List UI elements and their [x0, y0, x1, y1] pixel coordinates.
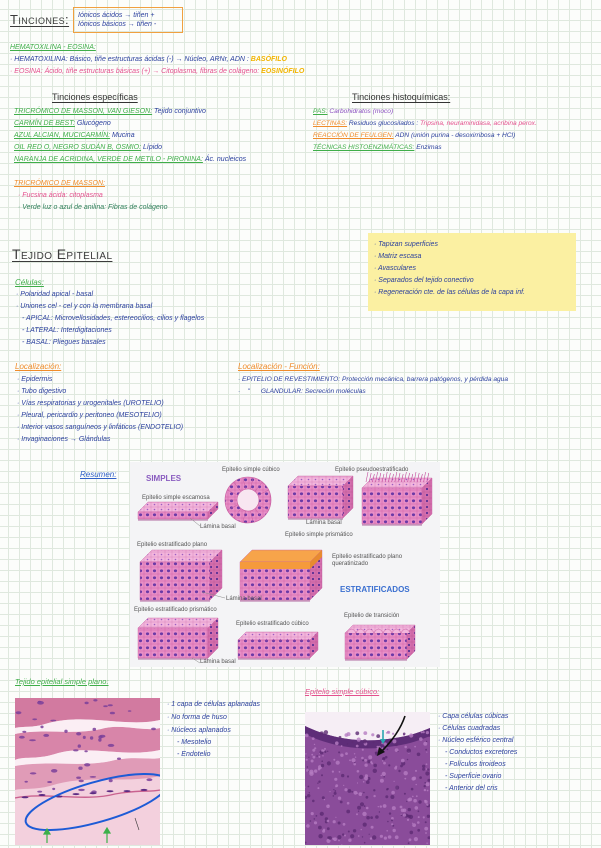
localizacion-item: · Vías respiratorias y urogenitales (UROTELIO) — [17, 400, 164, 407]
note-item: · Regeneración cte. de las células de la capa inf. — [374, 289, 525, 296]
celulas-item: - APICAL: Microvellosidades, estereocilios, cilios y flagelos — [22, 315, 205, 322]
block-simple-columnar — [288, 476, 353, 519]
histoquimica-item — [313, 143, 442, 152]
localizacion-item: · Invaginaciones → Glándulas — [17, 436, 111, 443]
eosina-line — [10, 67, 304, 76]
stain-target: Residuos glucosilados : — [347, 120, 419, 127]
label-lamina-basal: Lámina basal — [200, 524, 236, 530]
localizacion-heading: Localización: — [15, 362, 62, 371]
micrograph-simple-cuboidal — [305, 712, 430, 845]
hematoxilina-line — [10, 55, 287, 64]
label-estratificado-prismatico: Epitelio estratificado prismático — [134, 607, 217, 613]
label-estratificado-plano: Epitelio estratificado plano — [137, 542, 208, 548]
cubico-item: · Células cuadradas — [438, 725, 501, 732]
block-stratified-cuboidal — [238, 632, 318, 659]
stain-target: Mucina — [110, 132, 135, 139]
cubico-item: - Folículos tiroideos — [445, 761, 506, 768]
stain-name: AZUL ALCIAN, MUCICARMÍN: — [14, 132, 111, 139]
label-simples: SIMPLES — [146, 474, 182, 483]
plano-item: · Núcleos aplanados — [167, 727, 231, 734]
cubico-item: · Capa células cúbicas — [438, 713, 509, 720]
label-estratificados: ESTRATIFICADOS — [340, 585, 410, 594]
stain-target: Enzimas — [414, 144, 442, 151]
note-item: · Avasculares — [374, 265, 417, 272]
masson-item: · Fucsina ácida: citoplasma — [18, 192, 103, 199]
plano-item: · 1 capa de células aplanadas — [167, 701, 261, 708]
block-simple-cuboidal — [225, 477, 271, 523]
stain-name: TÉCNICAS HISTOENZIMÁTICAS: — [313, 144, 415, 151]
celulas-item: - LATERAL: Interdigitaciones — [22, 327, 112, 334]
label-lamina-basal: Lámina basal — [306, 520, 342, 526]
stain-extra: Tripsina, neuraminidasa, acribina perox. — [418, 120, 537, 127]
funcion-heading: Localización - Función: — [238, 362, 320, 371]
especifica-item — [14, 143, 162, 152]
stain-name: OIL RED O, NEGRO SUDÁN B, OSMIO: — [14, 144, 142, 151]
stain-name: REACCIÓN DE FEULGEN: — [313, 132, 394, 139]
stain-target: Glucógeno — [74, 120, 111, 127]
eosina-result: EOSINÓFILO — [259, 68, 305, 75]
funcion-item — [238, 375, 508, 384]
localizacion-item: · Epidermis — [17, 376, 53, 383]
funcion-text: Secreción moléculas — [303, 388, 366, 395]
cubico-item: - Anterior del cris — [445, 785, 498, 792]
label-simple-cubico: Epitelio simple cúbico — [222, 467, 280, 473]
block-transitional — [345, 625, 415, 660]
stain-name: TRICRÓMICO DE MASSON, VAN GIESON: — [14, 108, 153, 115]
stain-target: Carbohidratos (moco) — [327, 108, 394, 115]
block-pseudostratified — [362, 472, 432, 525]
funcion-item — [238, 387, 366, 396]
especifica-item — [14, 131, 135, 140]
plano-item: - Endotelio — [177, 751, 211, 758]
celulas-item: - BASAL: Pliegues basales — [22, 339, 106, 346]
funcion-text: Protección mecánica, barrera patógenos, y pérdida agua — [340, 376, 508, 383]
label-simple-escamosa: Epitelio simple escamosa — [142, 495, 210, 501]
stain-name: LECTINAS: — [313, 120, 348, 127]
masson-heading: TRICRÓMICO DE MASSON: — [14, 180, 106, 187]
title-tejido-epitelial: Tejido Epitelial — [12, 246, 113, 262]
epithelium-summary-figure — [130, 462, 440, 667]
cubico-item: · Núcleo esférico central — [438, 737, 514, 744]
label-lamina-basal: Lámina basal — [226, 596, 262, 602]
cubico-item: - Conductos excretores — [445, 749, 518, 756]
block-simple-squamous — [138, 502, 218, 520]
cubico-heading: Epitelio simple cúbico: — [305, 687, 380, 696]
label-estratificado-cubico: Epitelio estratificado cúbico — [236, 621, 309, 627]
leader-line — [190, 518, 200, 526]
features-sticky-note — [368, 233, 576, 311]
note-item: · Tapizan superficies — [374, 241, 438, 248]
plano-item: - Mesotelio — [177, 739, 212, 746]
especificas-title: Tinciones específicas — [52, 92, 138, 102]
hematoxilina-text: Básico, tiñe estructuras ácidas (-) → Núcleo, ARNr, ADN : — [67, 56, 249, 63]
label-lamina-basal: Lámina basal — [200, 659, 236, 665]
note-item: · Matriz escasa — [374, 253, 422, 260]
resumen-heading: Resumen: — [80, 470, 117, 479]
stain-target: Tejido conjuntivo — [152, 108, 206, 115]
especifica-item — [14, 107, 206, 116]
stain-target: Lípido — [141, 144, 163, 151]
title-tinciones: Tinciones: — [10, 12, 70, 27]
stain-name: PAS: — [313, 108, 328, 115]
stain-target: ADN (unión purina - desoxirribosa + HCl) — [393, 132, 516, 139]
funcion-label: · EPITELIO DE REVESTIMIENTO: — [238, 376, 341, 383]
label-pseudoestratificado: Epitelio pseudoestratificado — [335, 467, 409, 473]
localizacion-item: · Interior vasos sanguíneos y linfáticos (ENDOTELIO) — [17, 424, 184, 431]
celulas-item: · Polaridad apical - basal — [16, 291, 94, 298]
label-estratificado-queratinizado: Epitelio estratificado plano queratinizado — [332, 554, 403, 567]
micrograph-simple-squamous — [15, 698, 160, 845]
eosina-label: · EOSINA: — [10, 68, 43, 75]
stain-name: CARMÍN DE BEST: — [14, 120, 75, 127]
cubico-item: - Superficie ovario — [445, 773, 502, 780]
histoquimica-item — [313, 107, 393, 116]
block-stratified-keratinized — [240, 550, 322, 601]
masson-item: · Verde luz o azul de anilina: Fibras de colágeno — [18, 204, 168, 211]
he-heading: HEMATOXILINA - EOSINA: — [10, 44, 96, 51]
label-simple-prismatico: Epitelio simple prismático — [285, 532, 353, 538]
plano-heading: Tejido epitelial simple plano: — [15, 677, 109, 686]
label-transicion: Epitelio de transición — [344, 613, 400, 619]
celulas-heading: Células: — [15, 278, 44, 287]
stain-name: NARANJA DE ACRIDINA, VERDE DE METILO - PIRONINA: — [14, 156, 203, 163]
block-stratified-squamous — [140, 550, 222, 601]
histoquimicas-title: Tinciones histoquímicas: — [352, 92, 451, 102]
stain-target: Ác. nucleicos — [202, 156, 247, 163]
especifica-item — [14, 119, 111, 128]
ionic-acid-line: Iónicos ácidos → tiñen + — [78, 12, 155, 19]
block-stratified-columnar — [138, 618, 218, 659]
especifica-item — [14, 155, 246, 164]
funcion-label: · " GLANDULAR: — [238, 388, 303, 395]
hematoxilina-result: BASÓFILO — [248, 56, 287, 63]
eosina-text: Ácido, tiñe estructuras básicas (+) → Citoplasma, fibras de colágeno: — [42, 68, 260, 75]
celulas-item: · Uniones cel - cel y con la membrana basal — [16, 303, 153, 310]
ionic-dyes-box — [73, 7, 183, 33]
localizacion-item: · Pleural, pericardio y peritoneo (MESOTELIO) — [17, 412, 162, 419]
histoquimica-item — [313, 119, 537, 128]
note-item: · Separados del tejido conectivo — [374, 277, 474, 284]
localizacion-item: · Tubo digestivo — [17, 388, 67, 395]
ionic-base-line: Iónicos básicos → tiñen - — [78, 21, 157, 28]
histoquimica-item — [313, 131, 515, 140]
hematoxilina-label: · HEMATOXILINA: — [10, 56, 68, 63]
plano-item: · No forma de huso — [167, 714, 227, 721]
